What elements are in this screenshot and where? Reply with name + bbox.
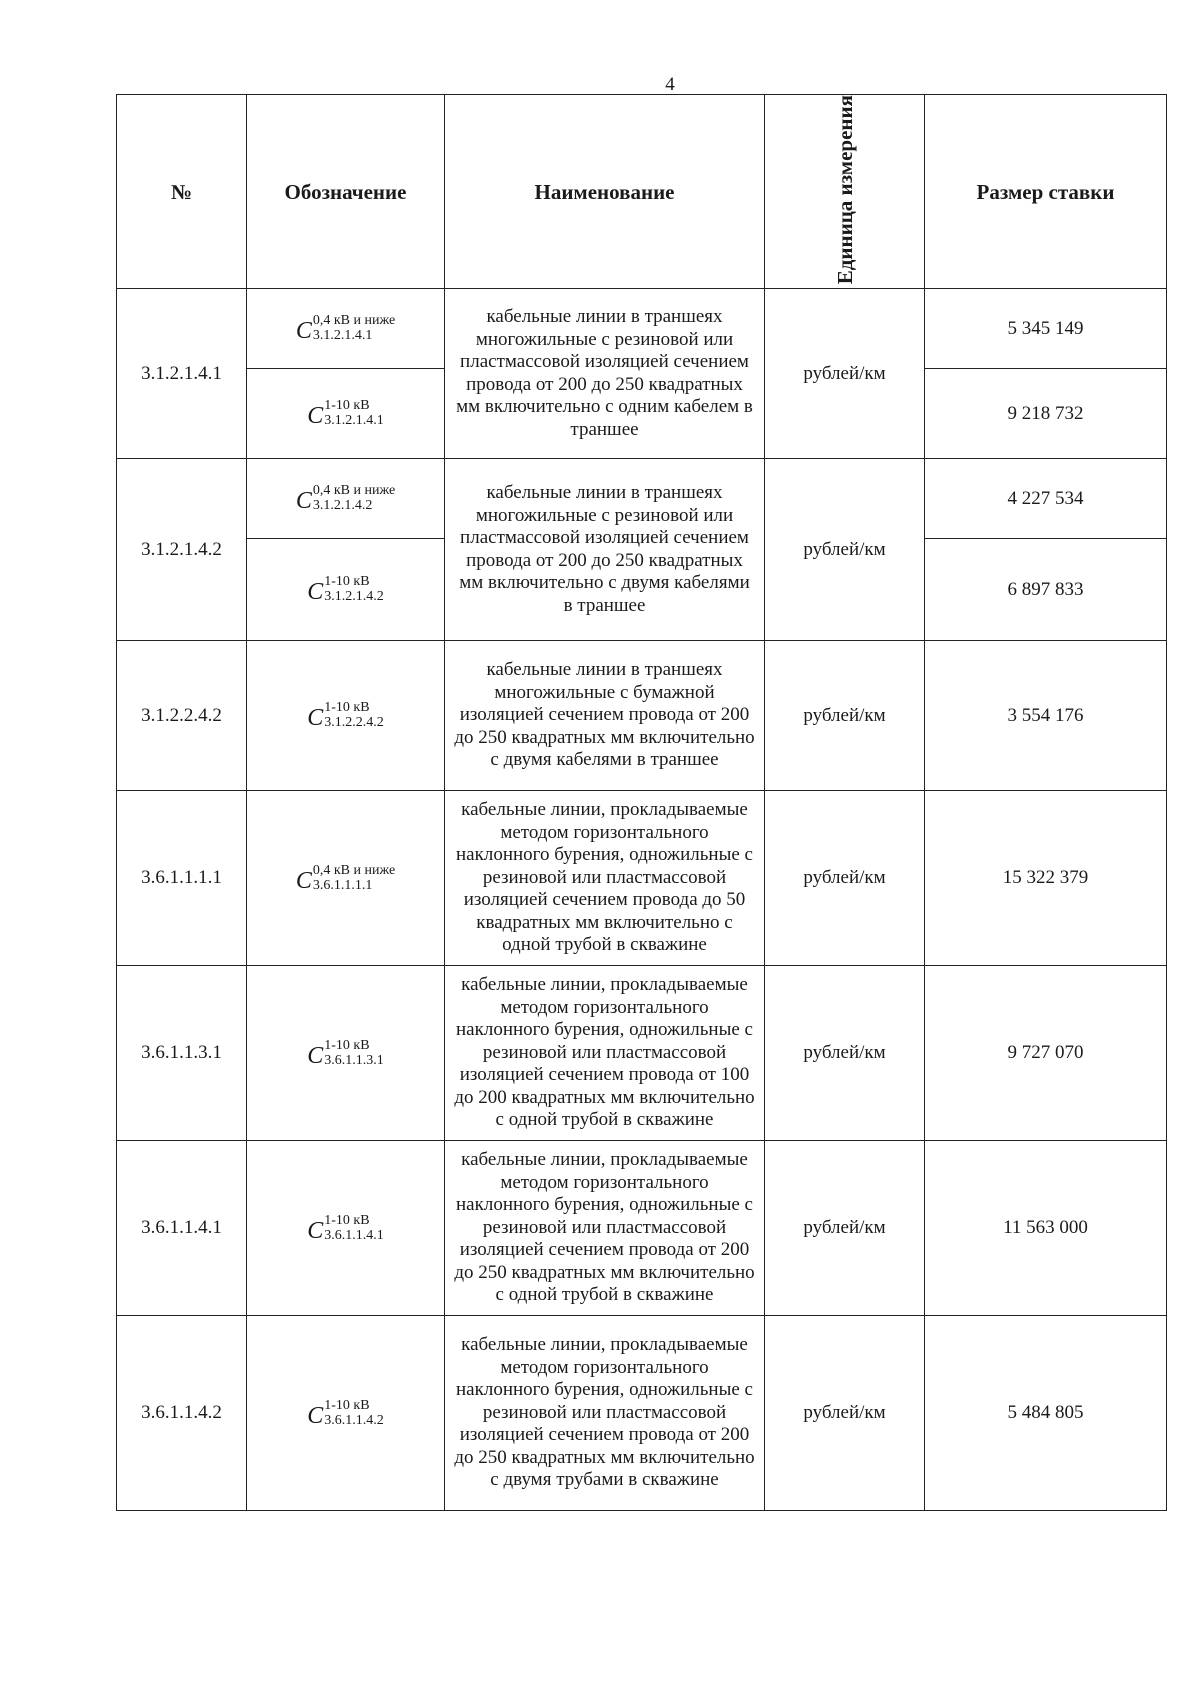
row-name (445, 641, 765, 791)
code-cell (247, 459, 445, 539)
header-rate: Размер ставки (925, 95, 1167, 289)
code-subscript: 3.1.2.2.4.2 (324, 715, 384, 731)
code-subscript: 3.1.2.1.4.2 (312, 498, 373, 514)
code-subscript: 3.6.1.1.3.1 (324, 1052, 384, 1068)
designation-symbol: C (295, 318, 312, 345)
voltage-superscript: 1-10 кВ (324, 1212, 370, 1228)
code-subscript: 3.6.1.1.1.1 (312, 877, 373, 893)
rates-table (116, 94, 1167, 1511)
row-number: 3.6.1.1.3.1 (117, 966, 247, 1141)
row-unit: рублей/км (765, 641, 925, 791)
code-subscript: 3.1.2.1.4.1 (312, 328, 373, 344)
row-name-text: кабельные линии, прокладываемые методом горизонтального наклонного бурения, одножильные с резиновой или пластмассовой изоляцией сечением провода до 50 квадратных мм включительно с одной трубой в скважине (456, 799, 753, 956)
designation-symbol: C (307, 1042, 324, 1069)
code-cell (247, 1141, 445, 1316)
row-unit: рублей/км (765, 791, 925, 966)
row-name-text: кабельные линии, прокладываемые методом горизонтального наклонного бурения, одножильные с резиновой или пластмассовой изоляцией сечением провода от 200 до 250 квадратных мм включительно с одной трубой в скважине (454, 1149, 755, 1306)
rate-value: 15 322 379 (925, 791, 1167, 966)
header-no: № (117, 95, 247, 289)
row-name-text: кабельные линии в траншеях многожильные с бумажной изоляцией сечением провода от 200 до 250 квадратных мм включительно с двумя кабелями в траншее (454, 659, 755, 771)
designation-symbol: C (307, 1402, 324, 1429)
table-row (117, 791, 1167, 966)
rate-designation (307, 700, 384, 730)
code-cell (247, 1316, 445, 1511)
row-name (445, 1316, 765, 1511)
rate-designation (296, 483, 395, 513)
row-number: 3.6.1.1.1.1 (117, 791, 247, 966)
designation-symbol: C (295, 488, 312, 515)
table-row (117, 1141, 1167, 1316)
rate-value: 5 345 149 (925, 289, 1167, 369)
row-unit: рублей/км (765, 1141, 925, 1316)
rate-designation (296, 313, 395, 343)
header-unit-label: Единица измерения (832, 95, 857, 285)
code-cell (247, 641, 445, 791)
table-row (117, 966, 1167, 1141)
row-number: 3.6.1.1.4.1 (117, 1141, 247, 1316)
table-row (117, 289, 1167, 369)
row-number: 3.1.2.1.4.1 (117, 289, 247, 459)
rate-value: 11 563 000 (925, 1141, 1167, 1316)
code-cell (247, 289, 445, 369)
row-name (445, 289, 765, 459)
voltage-superscript: 1-10 кВ (324, 700, 370, 716)
rate-designation (307, 574, 384, 604)
code-subscript: 3.6.1.1.4.2 (324, 1412, 384, 1428)
rate-value: 5 484 805 (925, 1316, 1167, 1511)
rate-value: 6 897 833 (925, 539, 1167, 641)
header-code: Обозначение (247, 95, 445, 289)
header-unit (765, 95, 925, 289)
row-number: 3.1.2.1.4.2 (117, 459, 247, 641)
row-unit: рублей/км (765, 966, 925, 1141)
rate-designation (296, 863, 395, 893)
table-row (117, 1316, 1167, 1511)
row-name (445, 1141, 765, 1316)
row-name-text: кабельные линии, прокладываемые методом горизонтального наклонного бурения, одножильные с резиновой или пластмассовой изоляцией сечением провода от 200 до 250 квадратных мм включительно с двумя трубами в скважине (454, 1334, 755, 1491)
rate-designation (307, 1038, 384, 1068)
table-row (117, 641, 1167, 791)
rate-designation (307, 1213, 384, 1243)
voltage-superscript: 0,4 кВ и ниже (312, 862, 396, 878)
voltage-superscript: 1-10 кВ (324, 1397, 370, 1413)
row-name-text: кабельные линии в траншеях многожильные с резиновой или пластмассовой изоляцией сечением провода от 200 до 250 квадратных мм включительно с двумя кабелями в траншее (459, 482, 750, 616)
designation-symbol: C (307, 1217, 324, 1244)
row-name (445, 791, 765, 966)
code-subscript: 3.1.2.1.4.2 (324, 589, 384, 605)
row-name (445, 459, 765, 641)
row-unit: рублей/км (765, 1316, 925, 1511)
voltage-superscript: 0,4 кВ и ниже (312, 483, 396, 499)
code-cell (247, 539, 445, 641)
designation-symbol: C (295, 867, 312, 894)
row-name (445, 966, 765, 1141)
row-number: 3.6.1.1.4.2 (117, 1316, 247, 1511)
designation-symbol: C (307, 403, 324, 430)
code-subscript: 3.6.1.1.4.1 (324, 1227, 384, 1243)
voltage-superscript: 1-10 кВ (324, 398, 370, 414)
voltage-superscript: 1-10 кВ (324, 1037, 370, 1053)
rate-value: 3 554 176 (925, 641, 1167, 791)
page-number: 4 (665, 74, 675, 95)
rate-value: 4 227 534 (925, 459, 1167, 539)
rate-designation (307, 398, 384, 428)
header-name: Наименование (445, 95, 765, 289)
row-name-text: кабельные линии в траншеях многожильные с резиновой или пластмассовой изоляцией сечением провода от 200 до 250 квадратных мм включительно с одним кабелем в траншее (456, 306, 753, 440)
header-row (117, 95, 1167, 289)
voltage-superscript: 1-10 кВ (324, 574, 370, 590)
voltage-superscript: 0,4 кВ и ниже (312, 313, 396, 329)
row-name-text: кабельные линии, прокладываемые методом горизонтального наклонного бурения, одножильные с резиновой или пластмассовой изоляцией сечением провода от 100 до 200 квадратных мм включительно с одной трубой в скважине (454, 974, 755, 1131)
row-unit: рублей/км (765, 289, 925, 459)
designation-symbol: C (307, 705, 324, 732)
rate-value: 9 727 070 (925, 966, 1167, 1141)
table-row (117, 459, 1167, 539)
row-number: 3.1.2.2.4.2 (117, 641, 247, 791)
code-cell (247, 791, 445, 966)
row-unit: рублей/км (765, 459, 925, 641)
code-subscript: 3.1.2.1.4.1 (324, 413, 384, 429)
rate-value: 9 218 732 (925, 369, 1167, 459)
table-body (117, 289, 1167, 1511)
rate-designation (307, 1398, 384, 1428)
code-cell (247, 369, 445, 459)
code-cell (247, 966, 445, 1141)
designation-symbol: C (307, 579, 324, 606)
